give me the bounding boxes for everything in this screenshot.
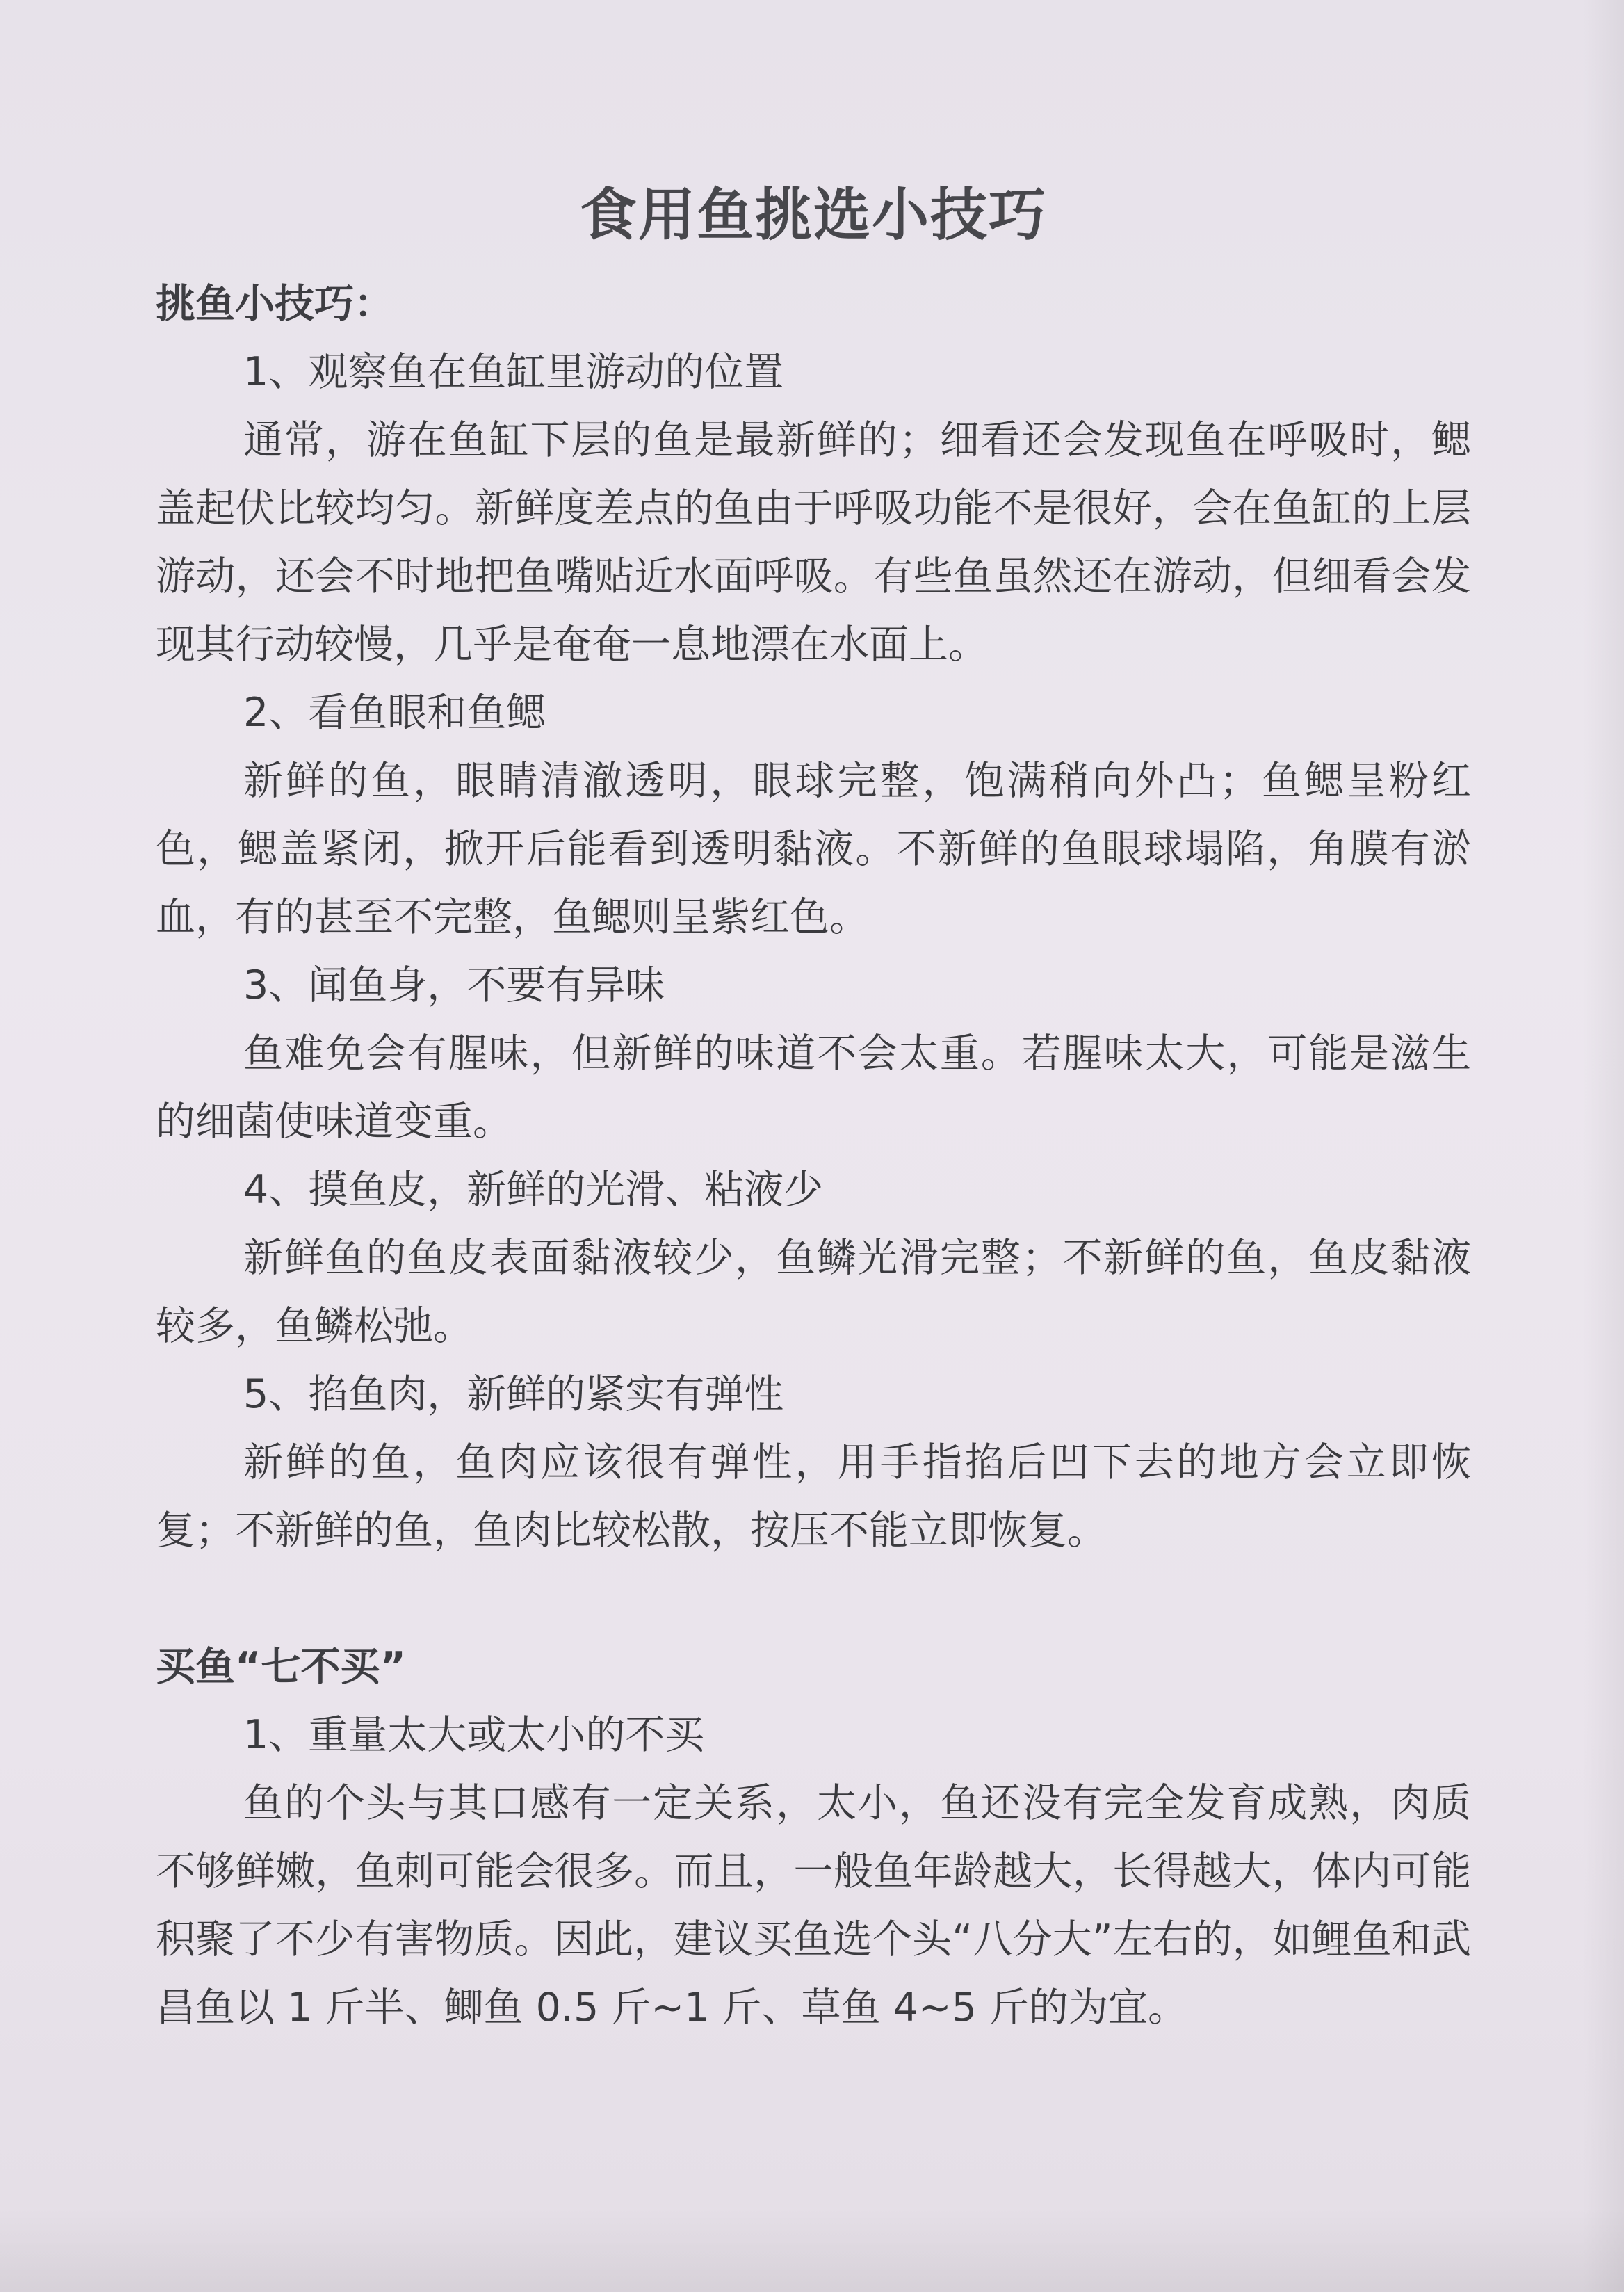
paper-shadow-bottom: [0, 2209, 1624, 2292]
item-paragraph: 鱼难免会有腥味，但新鲜的味道不会太重。若腥味太大，可能是滋生的细菌使味道变重。: [156, 1031, 1471, 1145]
section-heading: 买鱼“七不买”: [156, 1644, 406, 1690]
document-body: [156, 167, 1471, 2042]
section-seven-dont-buy: [156, 1633, 1471, 2042]
section-spacer: [156, 1565, 1471, 1633]
item-heading: 3、闻鱼身，不要有异味: [243, 962, 665, 1008]
item-paragraph: 新鲜的鱼，眼睛清澈透明，眼球完整，饱满稍向外凸；鱼鳃呈粉红色，鳃盖紧闭，掀开后能看到透明黏液。不新鲜的鱼眼球塌陷，角膜有淤血，有的甚至不完整，鱼鳃则呈紫红色。: [156, 758, 1471, 940]
section-heading: 挑鱼小技巧：: [156, 281, 393, 327]
item-paragraph: 鱼的个头与其口感有一定关系，太小，鱼还没有完全发育成熟，肉质不够鲜嫩，鱼刺可能会很多。而且，一般鱼年龄越大，长得越大，体内可能积聚了不少有害物质。因此，建议买鱼选个头“八分大”左右的，如鲤鱼和武昌鱼以 1 斤半、鲫鱼 0.5 斤~1 斤、草鱼 4~5 斤的为宜。: [156, 1780, 1471, 2031]
paper-shadow-right: [1582, 0, 1624, 2292]
item-paragraph: 新鲜的鱼，鱼肉应该很有弹性，用手指掐后凹下去的地方会立即恢复；不新鲜的鱼，鱼肉比较松散，按压不能立即恢复。: [156, 1439, 1471, 1553]
item-paragraph: 新鲜鱼的鱼皮表面黏液较少，鱼鳞光滑完整；不新鲜的鱼，鱼皮黏液较多，鱼鳞松弛。: [156, 1235, 1471, 1349]
item-heading: 5、掐鱼肉，新鲜的紧实有弹性: [243, 1371, 784, 1417]
item-heading: 2、看鱼眼和鱼鳃: [243, 690, 546, 736]
item-heading: 1、重量太大或太小的不买: [243, 1712, 705, 1758]
item-heading: 4、摸鱼皮，新鲜的光滑、粘液少: [243, 1167, 824, 1213]
item-paragraph: 通常，游在鱼缸下层的鱼是最新鲜的；细看还会发现鱼在呼吸时，鳃盖起伏比较均匀。新鲜度差点的鱼由于呼吸功能不是很好，会在鱼缸的上层游动，还会不时地把鱼嘴贴近水面呼吸。有些鱼虽然还在游动，但细看会发现其行动较慢，几乎是奄奄一息地漂在水面上。: [156, 417, 1471, 668]
document-title: 食用鱼挑选小技巧: [579, 182, 1047, 248]
section-tips: [156, 270, 1471, 1565]
item-heading: 1、观察鱼在鱼缸里游动的位置: [243, 349, 784, 395]
